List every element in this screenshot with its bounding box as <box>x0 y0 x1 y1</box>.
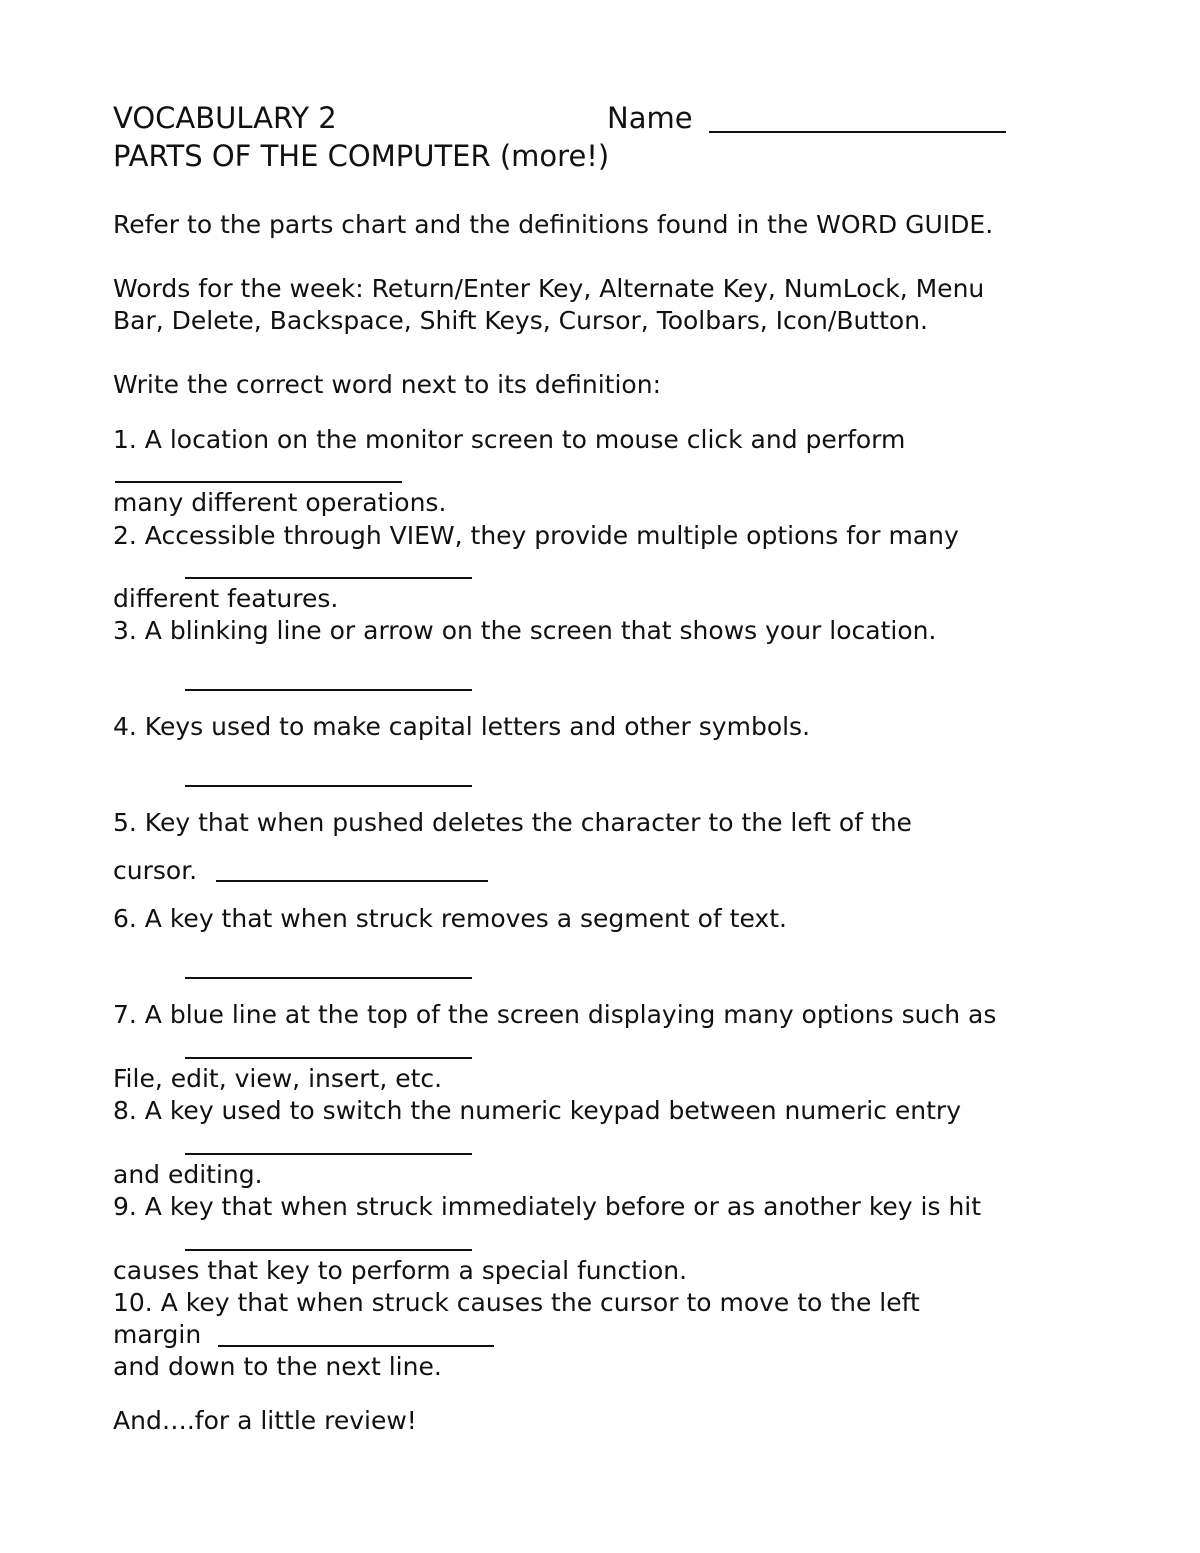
closing-text: And….for a little review! <box>113 1406 417 1435</box>
answer-blank-9[interactable] <box>185 1249 472 1251</box>
question-10-text: 10. A key that when struck causes the cursor to move to the left <box>113 1288 920 1317</box>
question-8-text: 8. A key used to switch the numeric keypad between numeric entry <box>113 1096 961 1125</box>
question-9-text-cont: causes that key to perform a special function. <box>113 1256 688 1285</box>
question-6-text: 6. A key that when struck removes a segment of text. <box>113 904 787 933</box>
answer-blank-3[interactable] <box>185 689 472 691</box>
question-3-text: 3. A blinking line or arrow on the screen that shows your location. <box>113 616 937 645</box>
answer-blank-10[interactable] <box>218 1345 494 1347</box>
question-7-text: 7. A blue line at the top of the screen displaying many options such as <box>113 1000 997 1029</box>
question-5-text: 5. Key that when pushed deletes the character to the left of the <box>113 808 912 837</box>
word-list-line-2: Bar, Delete, Backspace, Shift Keys, Cursor, Toolbars, Icon/Button. <box>113 306 929 335</box>
intro-text: Refer to the parts chart and the definitions found in the WORD GUIDE. <box>113 210 994 239</box>
answer-blank-8[interactable] <box>185 1153 472 1155</box>
worksheet-title: VOCABULARY 2 <box>113 101 337 135</box>
question-4-text: 4. Keys used to make capital letters and other symbols. <box>113 712 811 741</box>
question-9-text: 9. A key that when struck immediately before or as another key is hit <box>113 1192 982 1221</box>
question-10-text-end: and down to the next line. <box>113 1352 442 1381</box>
word-list-line-1: Words for the week: Return/Enter Key, Alternate Key, NumLock, Menu <box>113 274 985 303</box>
answer-blank-7[interactable] <box>185 1057 472 1059</box>
answer-blank-1[interactable] <box>115 481 402 483</box>
answer-blank-2[interactable] <box>185 577 472 579</box>
instruction-text: Write the correct word next to its definition: <box>113 370 661 399</box>
question-2-text-cont: different features. <box>113 584 339 613</box>
question-1-text-cont: many different operations. <box>113 488 447 517</box>
question-2-text: 2. Accessible through VIEW, they provide multiple options for many <box>113 521 959 550</box>
question-7-text-cont: File, edit, view, insert, etc. <box>113 1064 443 1093</box>
name-blank[interactable] <box>709 131 1006 133</box>
question-10-text-cont: margin <box>113 1320 202 1349</box>
answer-blank-6[interactable] <box>185 977 472 979</box>
answer-blank-5[interactable] <box>216 880 488 882</box>
worksheet-subtitle: PARTS OF THE COMPUTER (more!) <box>113 139 610 173</box>
answer-blank-4[interactable] <box>185 785 472 787</box>
name-label: Name <box>607 101 693 135</box>
question-1-text: 1. A location on the monitor screen to mouse click and perform <box>113 425 906 454</box>
question-5-text-cont: cursor. <box>113 856 198 885</box>
question-8-text-cont: and editing. <box>113 1160 263 1189</box>
